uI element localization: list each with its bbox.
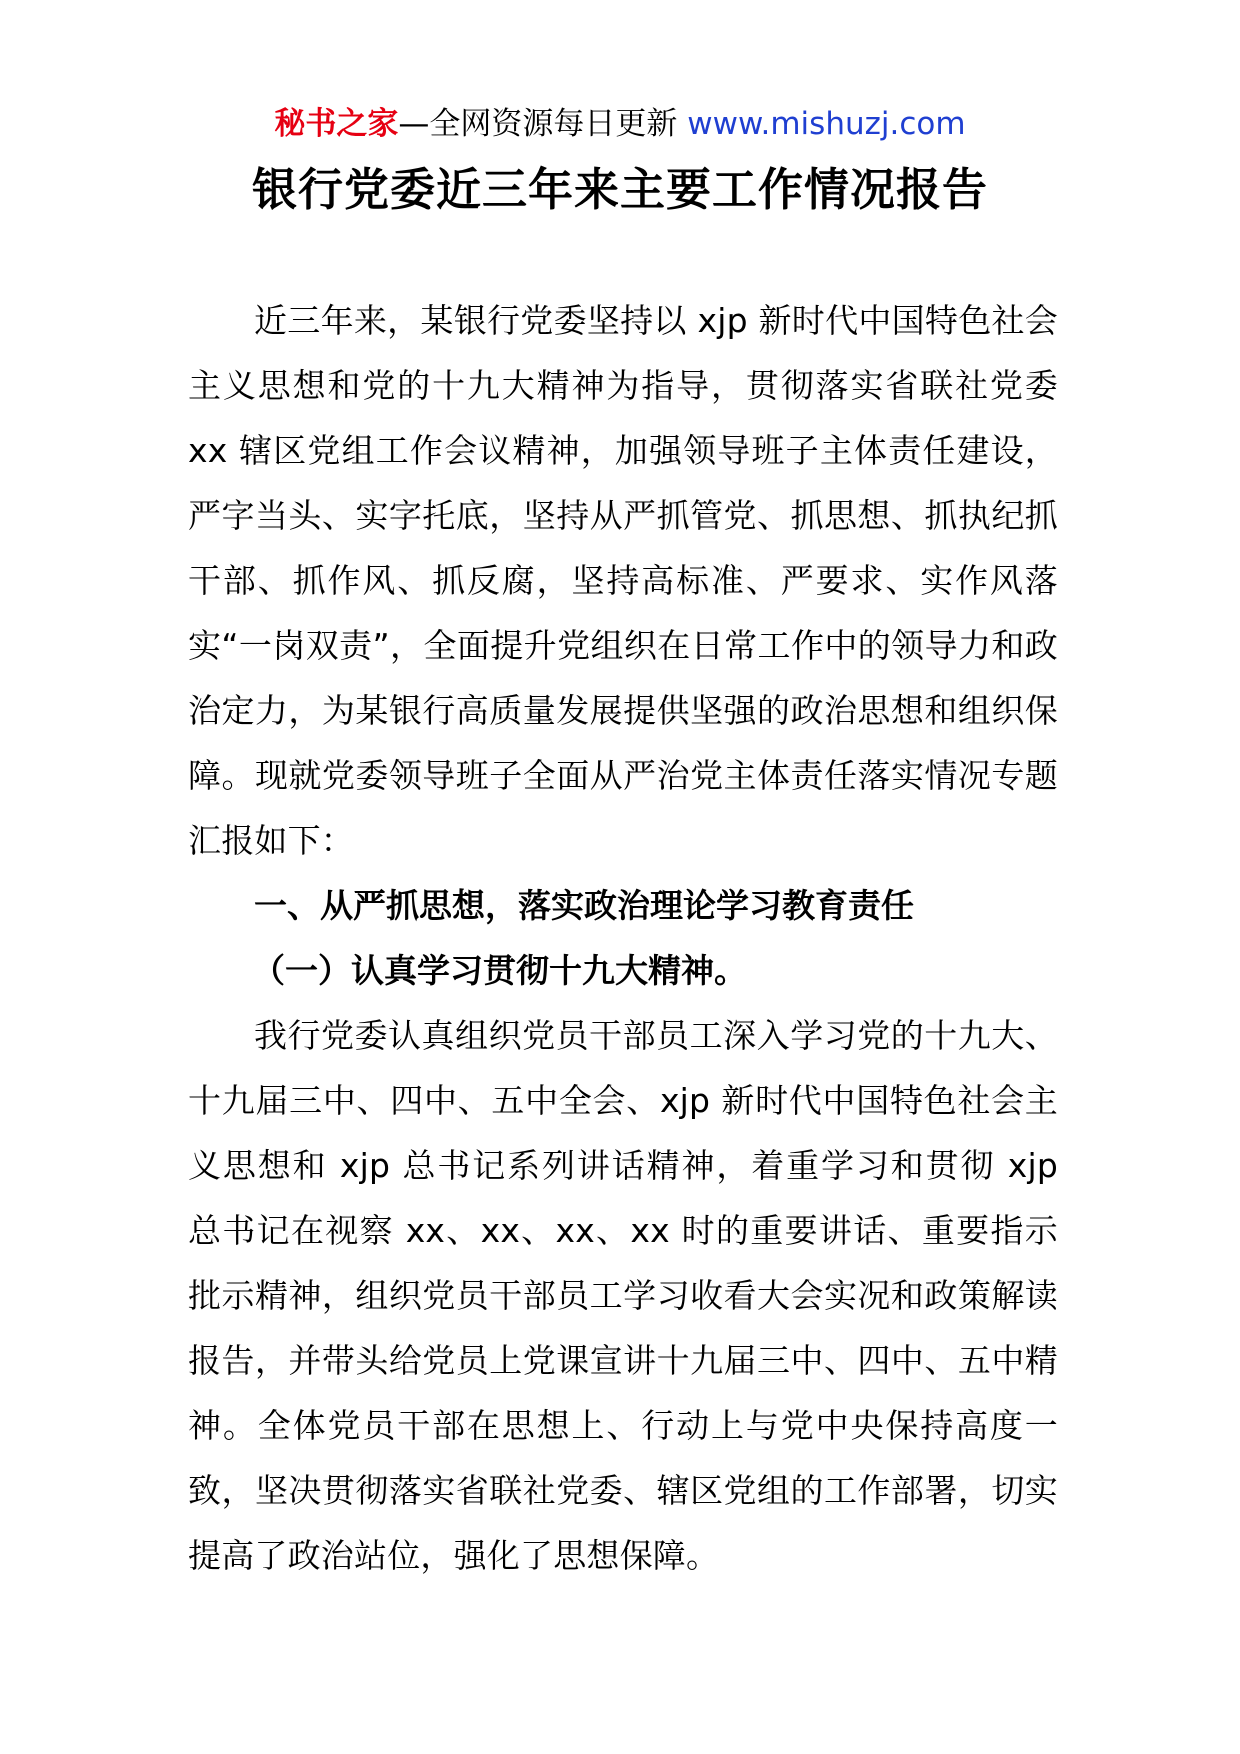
document-title: 银行党委近三年来主要工作情况报告 [251,163,988,216]
intro-paragraph: 近三年来，某银行党委坚持以 xjp 新时代中国特色社会主义思想和党的十九大精神为指导，贯彻落实省联社党委 xx 辖区党组工作会议精神，加强领导班子主体责任建设，严字当头、实字托底，坚持从严抓管党、抓思想、抓执纪抓干部、抓作风、抓反腐，坚持高标准、严要求、实作风落实“一岗双责”，全面提升党组织在日常工作中的领导力和政治定力，为某银行高质量发展提供坚强的政治思想和组织保障。现就党委领导班子全面从严治党主体责任落实情况专题汇报如下： [188,301,1058,860]
body-paragraph: 我行党委认真组织党员干部员工深入学习党的十九大、十九届三中、四中、五中全会、xjp 新时代中国特色社会主义思想和 xjp 总书记系列讲话精神，着重学习和贯彻 xjp 总书记在视察 xx、xx、xx、xx 时的重要讲话、重要指示批示精神，组织党员干部员工学习收看大会实况和政策解读报告，并带头给党员上党课宣讲十九届三中、四中、五中精神。全体党员干部在思想上、行动上与党中央保持高度一致，坚决贯彻落实省联社党委、辖区党组的工作部署，切实提高了政治站位，强化了思想保障。 [188,1016,1058,1575]
site-url-link[interactable]: www.mishuzj.com [687,106,966,142]
site-brand: 秘书之家 [274,106,399,142]
section-heading: 一、从严抓思想，落实政治理论学习教育责任 [254,886,914,925]
site-slogan: —全网资源每日更新 [398,106,678,142]
document-body [188,288,1058,1588]
subsection-heading: （一）认真学习贯彻十九大精神。 [252,951,747,990]
site-header [0,104,1240,144]
